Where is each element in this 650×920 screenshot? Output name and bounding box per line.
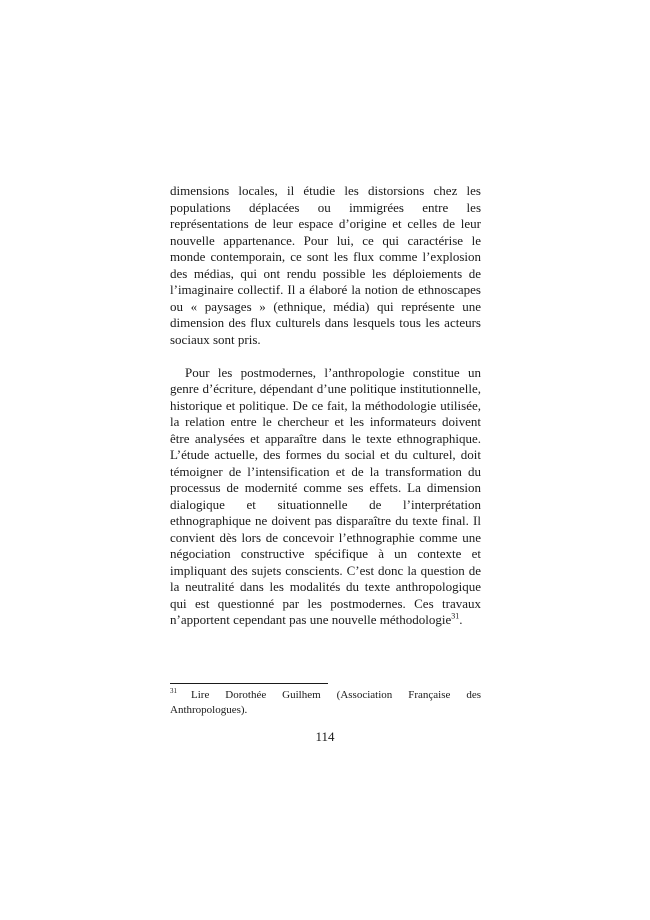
- page-number: 114: [315, 729, 335, 744]
- paragraph-spacer: [170, 348, 481, 365]
- footnote: [170, 688, 481, 718]
- footnote-text: Lire Dorothée Guilhem (Association Française des Anthropologues).: [170, 689, 481, 716]
- body-paragraph-2-text: Pour les postmodernes, l’anthropologie constitue un genre d’écriture, dépendant d’une politique institutionnelle, historique et politique. De ce fait, la méthodologie utilisée, la relation entre le chercheur et les informateurs doivent être analysées et apparaître dans le texte ethnographique. L’étude actuelle, des formes du social et du culturel, doit témoigner de l’intensification et de la transformation du processus de modernité comme ses effets. La dimension dialogique et situationnelle de l’interprétation ethnographique ne doivent pas disparaître du texte final. Il convient dès lors de concevoir l’ethnographie comme une négociation constructive spécifique à un contexte et impliquant des sujets conscients. C’est donc la question de la neutralité dans les modalités du texte anthropologique qui est questionné par les postmodernes. Ces travaux n’apportent cependant pas une nouvelle méthodologie: [170, 364, 481, 627]
- body-paragraph-2-end: .: [459, 612, 463, 627]
- footnote-number: 31: [170, 687, 177, 696]
- footnote-separator: [170, 683, 328, 684]
- footnote-reference[interactable]: 31: [451, 611, 460, 621]
- page-body: [170, 183, 481, 629]
- body-paragraph-1: dimensions locales, il étudie les distorsions chez les populations déplacées ou immigrées entre les représentations de leur espace d’origine et celles de leur nouvelle appartenance. Pour lui, ce qui caractérise le monde contemporain, ce sont les flux comme l’explosion des médias, qui ont rendu possible les déploiements de l’imaginaire collectif. Il a élaboré la notion de ethnoscapes ou « paysages » (ethnique, média) qui représente une dimension des flux culturels dans lesquels tous les acteurs sociaux sont pris.: [170, 183, 481, 347]
- body-paragraph-2: [170, 365, 481, 629]
